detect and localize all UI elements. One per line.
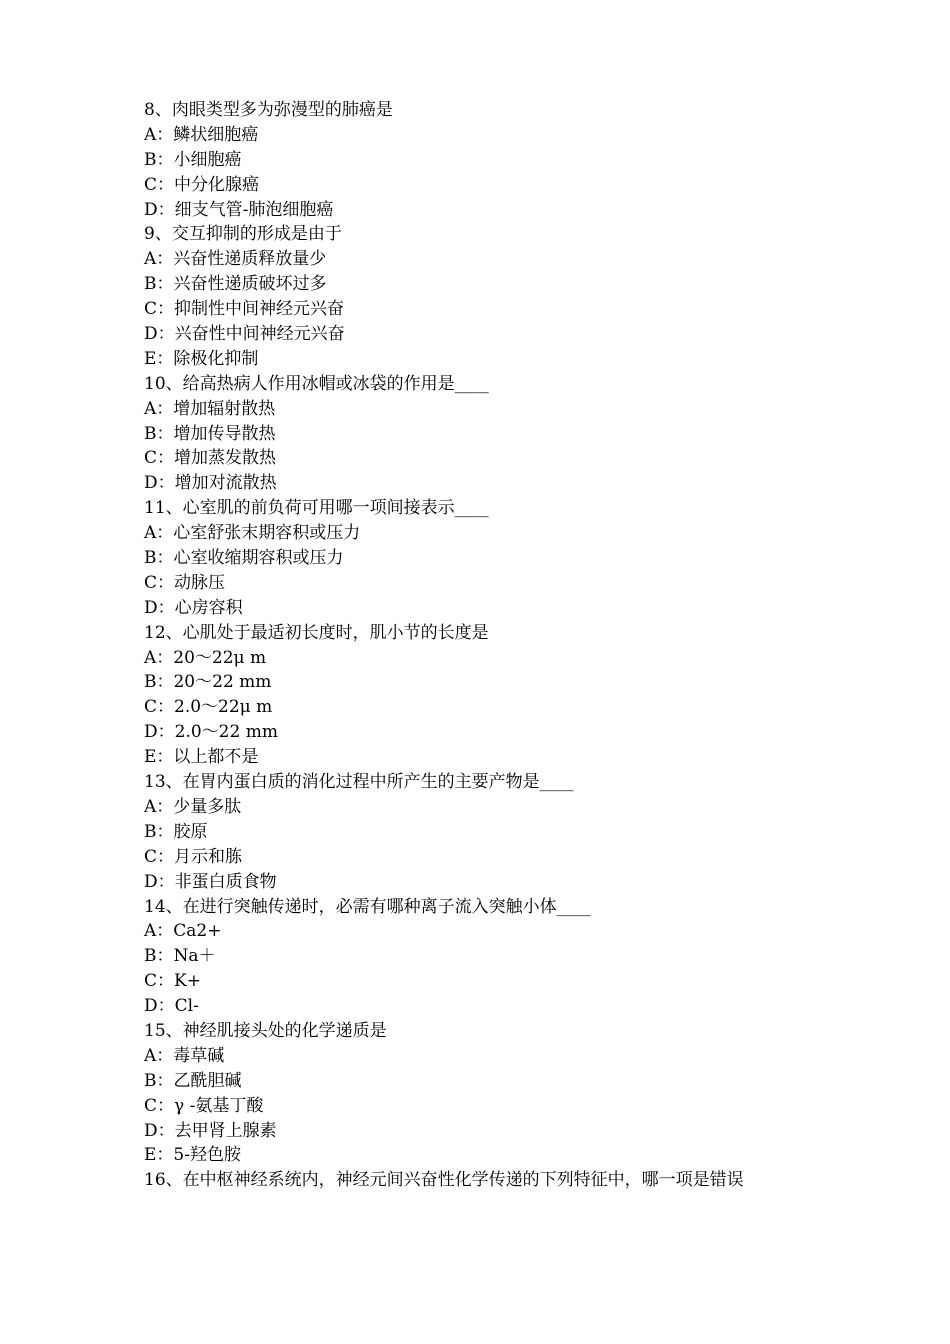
question-13-option-a: A：少量多肽 [144,796,242,817]
question-12-stem: 12、心肌处于最适初长度时，肌小节的长度是 [144,622,489,643]
document-body [144,98,824,1193]
question-12-option-e: E：以上都不是 [144,747,259,768]
question-8-stem: 8、肉眼类型多为弥漫型的肺癌是 [144,100,393,120]
question-14-option-b: B：Na＋ [144,946,216,967]
question-13-option-d: D：非蛋白质食物 [144,871,277,892]
question-14-stem: 14、在进行突触传递时，必需有哪种离子流入突触小体____ [144,896,591,917]
question-11-stem: 11、心室肌的前负荷可用哪一项间接表示____ [144,498,489,519]
question-13-option-b: B：胶原 [144,821,208,842]
question-9-option-b: B：兴奋性递质破坏过多 [144,274,327,295]
question-12-option-d: D：2.0～22 mm [144,722,278,743]
question-9-option-e: E：除极化抑制 [144,348,259,369]
question-12-option-a: A：20～22μ m [144,647,267,668]
question-9-option-c: C：抑制性中间神经元兴奋 [144,299,345,320]
question-8-option-a: A：鳞状细胞癌 [144,124,259,145]
question-13-option-c: C：月示和胨 [144,846,243,867]
question-10-option-b: B：增加传导散热 [144,423,276,444]
question-12-option-b: B：20～22 mm [144,672,272,693]
question-15-option-b: B：乙酰胆碱 [144,1070,242,1091]
question-11-option-c: C：动脉压 [144,572,226,593]
question-10-option-d: D：增加对流散热 [144,473,277,494]
question-13-stem: 13、在胃内蛋白质的消化过程中所产生的主要产物是____ [144,772,574,793]
question-10-stem: 10、给高热病人作用冰帽或冰袋的作用是____ [144,373,489,394]
question-11-option-b: B：心室收缩期容积或压力 [144,548,344,569]
question-15-option-a: A：毒草碱 [144,1045,225,1066]
question-8-option-d: D：细支气管-肺泡细胞癌 [144,199,334,220]
question-10-option-a: A：增加辐射散热 [144,398,276,419]
question-14-option-c: C：K+ [144,971,201,992]
question-8-option-c: C：中分化腺癌 [144,174,260,195]
question-15-stem: 15、神经肌接头处的化学递质是 [144,1020,387,1041]
question-11-option-d: D：心房容积 [144,597,243,618]
question-15-option-d: D：去甲肾上腺素 [144,1120,277,1141]
question-9-stem: 9、交互抑制的形成是由于 [144,224,342,245]
question-15-option-c: C：γ -氨基丁酸 [144,1095,264,1116]
question-15-option-e: E：5-羟色胺 [144,1145,241,1166]
question-9-option-a: A：兴奋性递质释放量少 [144,249,327,270]
question-11-option-a: A：心室舒张末期容积或压力 [144,523,361,544]
question-14-option-a: A：Ca2+ [144,921,222,942]
question-8-option-b: B：小细胞癌 [144,149,242,170]
question-16-stem: 16、在中枢神经系统内，神经元间兴奋性化学传递的下列特征中，哪一项是错误 [144,1170,744,1191]
question-12-option-c: C：2.0～22μ m [144,697,273,718]
question-10-option-c: C：增加蒸发散热 [144,448,277,469]
question-14-option-d: D：Cl- [144,996,199,1017]
question-9-option-d: D：兴奋性中间神经元兴奋 [144,324,345,345]
